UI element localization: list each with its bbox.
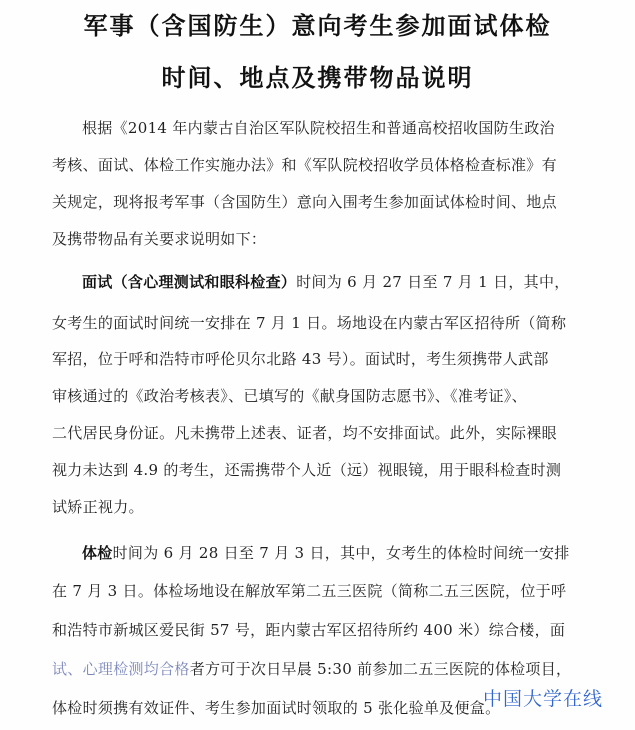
interview-heading: 面试（含心理测试和眼科检查） (82, 273, 297, 291)
paragraph-2-line-1 (82, 272, 570, 292)
paragraph-1-line-3: 关规定，现将报考军事（含国防生）意向入围考生参加面试体检时间、地点 (52, 193, 557, 211)
physical-exam-dates: 时间为 6 月 28 日至 7 月 3 日，其中，女考生的体检时间统一安排 (112, 544, 570, 562)
interview-dates: 时间为 6 月 27 日至 7 月 1 日，其中， (296, 273, 570, 291)
paragraph-3-line-2: 在 7 月 3 日。体检场地设在解放军第二五三医院（简称二五三医院，位于呼 (52, 582, 567, 600)
paragraph-2-line-6: 视力未达到 4.9 的考生，还需携带个人近（远）视眼镜，用于眼科检查时测 (52, 461, 562, 479)
paragraph-3-line-4 (52, 659, 571, 679)
site-watermark: 中国大学在线 (482, 688, 603, 710)
paragraph-3-line-3: 和浩特市新城区爱民街 57 号，距内蒙古军区招待所约 400 米）综合楼，面 (52, 621, 566, 639)
paragraph-2-line-4: 审核通过的《政治考核表》、已填写的《献身国防志愿书》、《准考证》、 (52, 387, 527, 405)
faded-text-fragment: 试、心理检测均合格 (52, 660, 190, 678)
paragraph-1-line-4: 及携带物品有关要求说明如下： (52, 230, 267, 248)
physical-exam-heading: 体检 (82, 544, 113, 562)
document-title-line-2: 时间、地点及携带物品说明 (161, 64, 474, 92)
document-title-line-1: 军事（含国防生）意向考生参加面试体检 (83, 12, 552, 40)
paragraph-3-line-1 (82, 543, 570, 563)
paragraph-2-line-5: 二代居民身份证。凡未携带上述表、证者，均不安排面试。此外，实际裸眼 (52, 424, 557, 442)
paragraph-1-line-1: 根据《2014 年内蒙古自治区军队院校招生和普通高校招收国防生政治 (82, 119, 555, 137)
paragraph-1-line-2: 考核、面试、体检工作实施办法》和《军队院校招收学员体格检查标准》有 (52, 156, 557, 174)
paragraph-2-line-7: 试矫正视力。 (52, 498, 144, 516)
paragraph-3-line-4-text: 者方可于次日早晨 5:30 前参加二五三医院的体检项目， (189, 660, 572, 678)
paragraph-3-line-5: 体检时须携有效证件、考生参加面试时领取的 5 张化验单及便盒。 (52, 699, 501, 717)
paragraph-2-line-3: 军招，位于呼和浩特市呼伦贝尔北路 43 号）。面试时，考生须携带人武部 (52, 350, 549, 368)
paragraph-2-line-2: 女考生的面试时间统一安排在 7 月 1 日。场地设在内蒙古军区招待所（简称 (52, 314, 567, 332)
